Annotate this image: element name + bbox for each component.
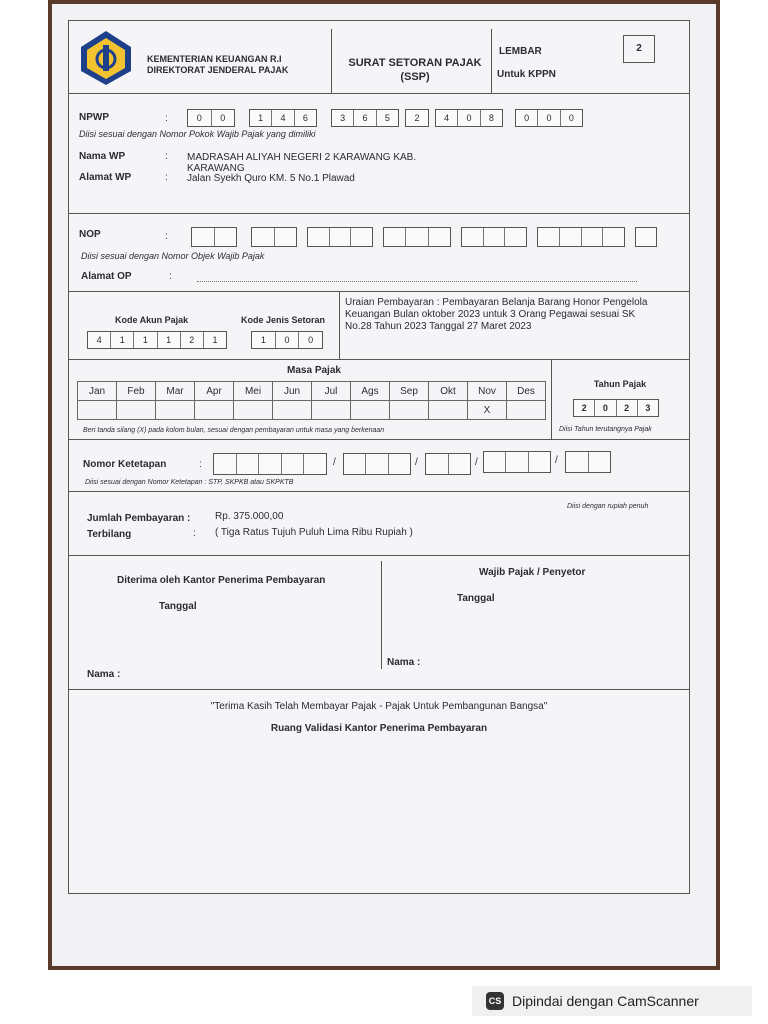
npwp-box-6 — [515, 109, 583, 127]
directorate-line: DIREKTORAT JENDERAL PAJAK — [147, 65, 289, 75]
penyetor-title: Wajib Pajak / Penyetor — [479, 567, 586, 578]
tahun-pajak-label: Tahun Pajak — [593, 379, 647, 389]
kode-akun-digit: 1 — [111, 332, 134, 348]
ketetapan-box — [425, 453, 471, 475]
nop-box — [191, 227, 237, 247]
masa-pajak-label: Masa Pajak — [287, 365, 341, 376]
npwp-digit: 0 — [188, 110, 212, 126]
alamat-wp-value: Jalan Syekh Quro KM. 5 No.1 Plawad — [187, 173, 355, 184]
nop-note: Diisi sesuai dengan Nomor Objek Wajib Pajak — [81, 251, 265, 261]
uraian-pembayaran — [345, 297, 647, 333]
penerima-tanggal: Tanggal — [159, 601, 197, 612]
camscanner-logo-icon: CS — [486, 992, 504, 1010]
month-mark — [351, 401, 390, 420]
ketetapan-box — [213, 453, 327, 475]
month-header: Mar — [156, 382, 195, 401]
month-header: Apr — [195, 382, 234, 401]
pembayaran-section — [69, 491, 689, 556]
month-mark — [156, 401, 195, 420]
nop-label: NOP — [79, 229, 101, 240]
nop-box — [307, 227, 373, 247]
masa-section — [69, 359, 689, 440]
form-title — [339, 56, 491, 84]
divider — [339, 291, 340, 359]
divider — [551, 359, 552, 439]
lembar-number-box — [623, 35, 655, 63]
nop-box — [635, 227, 657, 247]
penyetor-tanggal: Tanggal — [457, 593, 495, 604]
nama-wp-line2: KARAWANG — [187, 163, 245, 174]
month-header: Nov — [468, 382, 507, 401]
tahun-digit: 0 — [595, 400, 616, 416]
colon: : — [193, 528, 196, 539]
untuk-kppn: Untuk KPPN — [497, 69, 556, 80]
month-header: Feb — [117, 382, 156, 401]
divider — [381, 561, 382, 669]
nop-box — [537, 227, 625, 247]
kode-jenis-digit: 1 — [252, 332, 276, 348]
kode-section — [69, 291, 689, 360]
month-header: Jun — [273, 382, 312, 401]
npwp-digit: 4 — [272, 110, 294, 126]
kode-akun-digit: 1 — [158, 332, 181, 348]
lembar-label: LEMBAR — [499, 46, 542, 57]
month-header: Mei — [234, 382, 273, 401]
camscanner-footer — [472, 986, 752, 1016]
lembar-number: 2 — [636, 43, 642, 54]
npwp-digit: 3 — [332, 110, 354, 126]
month-header: Sep — [390, 382, 429, 401]
validasi-label: Ruang Validasi Kantor Penerima Pembayaran — [270, 723, 488, 734]
nama-wp-value — [187, 152, 416, 174]
month-mark — [234, 401, 273, 420]
colon: : — [169, 271, 172, 282]
terbilang-label: Terbilang — [87, 529, 132, 540]
header-section — [69, 21, 689, 94]
colon: : — [165, 172, 168, 183]
slash: / — [415, 457, 418, 468]
month-mark — [390, 401, 429, 420]
masa-pajak-table — [77, 381, 546, 420]
month-header: Jan — [78, 382, 117, 401]
tahun-pajak-box — [573, 399, 659, 417]
penyetor-nama: Nama : — [387, 657, 421, 668]
npwp-note: Diisi sesuai dengan Nomor Pokok Wajib Pajak yang dimiliki — [79, 129, 316, 139]
kode-akun-digit: 1 — [212, 335, 218, 345]
ketetapan-note: Diisi sesuai dengan Nomor Ketetapan : STP, SKPKB atau SKPKTB — [85, 479, 294, 486]
tahun-note: Diisi Tahun terutangnya Pajak — [559, 426, 652, 433]
npwp-box-4 — [405, 109, 429, 127]
nop-box — [251, 227, 297, 247]
colon: : — [165, 231, 168, 242]
camscanner-text: Dipindai dengan CamScanner — [512, 993, 699, 1009]
slash: / — [333, 457, 336, 468]
npwp-digit: 0 — [568, 113, 574, 123]
tax-slogan: "Terima Kasih Telah Membayar Pajak - Pajak Untuk Pembangunan Bangsa" — [210, 701, 548, 712]
ketetapan-box — [483, 451, 551, 473]
kode-akun-digit: 2 — [181, 332, 204, 348]
uraian-line: No.28 Tahun 2023 Tanggal 27 Maret 2023 — [345, 321, 532, 332]
month-mark — [273, 401, 312, 420]
colon: : — [199, 459, 202, 470]
ketetapan-section — [69, 439, 689, 492]
month-header: Ags — [351, 382, 390, 401]
signature-section — [69, 555, 689, 690]
nama-wp-line1: MADRASAH ALIYAH NEGERI 2 KARAWANG KAB. — [187, 152, 417, 163]
uraian-line: Uraian Pembayaran : Pembayaran Belanja Barang Honor Pengelola — [345, 297, 648, 308]
month-mark — [78, 401, 117, 420]
jumlah-value: Rp. 375.000,00 — [215, 511, 284, 522]
month-header: Des — [507, 382, 546, 401]
penerima-title: Diterima oleh Kantor Penerima Pembayaran — [117, 575, 326, 586]
npwp-digit: 8 — [488, 113, 494, 123]
month-header: Jul — [312, 382, 351, 401]
kode-akun-label: Kode Akun Pajak — [115, 315, 189, 325]
month-mark — [429, 401, 468, 420]
tahun-digit: 2 — [574, 400, 595, 416]
tahun-digit: 3 — [645, 403, 651, 413]
nomor-ketetapan-label: Nomor Ketetapan — [83, 459, 167, 470]
ketetapan-box — [565, 451, 611, 473]
divider — [491, 29, 492, 93]
nama-wp-label: Nama WP — [79, 151, 126, 162]
npwp-digit: 4 — [436, 110, 458, 126]
tahun-digit: 2 — [617, 400, 638, 416]
npwp-label: NPWP — [79, 112, 109, 123]
npwp-section — [69, 93, 689, 214]
kode-jenis-digit: 0 — [308, 335, 314, 345]
divider — [331, 29, 332, 93]
alamat-op-line — [197, 281, 637, 282]
jumlah-label: Jumlah Pembayaran : — [87, 513, 191, 524]
nop-box — [383, 227, 451, 247]
npwp-digit: 1 — [250, 110, 272, 126]
kode-akun-box — [87, 331, 227, 349]
npwp-box-3 — [331, 109, 399, 127]
kode-jenis-box — [251, 331, 323, 349]
alamat-op-label: Alamat OP — [81, 271, 132, 282]
alamat-wp-label: Alamat WP — [79, 172, 132, 183]
ministry-logo-icon — [77, 29, 135, 87]
npwp-digit: 6 — [302, 113, 308, 123]
penerima-nama: Nama : — [87, 669, 121, 680]
form-title-text: SURAT SETORAN PAJAK — [348, 57, 482, 69]
uraian-line: Keuangan Bulan oktober 2023 untuk 3 Orang Pegawai sesuai SK — [345, 309, 636, 320]
form-subtitle: (SSP) — [400, 71, 430, 83]
kode-akun-digit: 4 — [88, 332, 111, 348]
ministry-line: KEMENTERIAN KEUANGAN R.I — [147, 54, 282, 64]
npwp-digit: 2 — [414, 113, 420, 123]
month-mark: X — [468, 401, 507, 420]
npwp-digit: 0 — [458, 110, 480, 126]
npwp-box-1 — [187, 109, 235, 127]
kode-jenis-digit: 0 — [276, 332, 300, 348]
month-mark — [195, 401, 234, 420]
nop-box — [461, 227, 527, 247]
masa-note: Beri tanda silang (X) pada kolom bulan, sesuai dengan pembayaran untuk masa yang berkenaan — [83, 427, 385, 434]
colon: : — [165, 151, 168, 162]
kode-jenis-label: Kode Jenis Setoran — [241, 315, 326, 325]
npwp-digit: 6 — [354, 110, 376, 126]
ministry-name — [147, 54, 288, 76]
month-mark — [117, 401, 156, 420]
colon: : — [165, 113, 168, 124]
month-header: Okt — [429, 382, 468, 401]
npwp-digit: 5 — [384, 113, 390, 123]
kode-akun-digit: 1 — [134, 332, 157, 348]
nop-section — [69, 213, 689, 292]
npwp-box-5 — [435, 109, 503, 127]
terbilang-value: ( Tiga Ratus Tujuh Puluh Lima Ribu Rupiah ) — [215, 527, 413, 538]
jumlah-note: Diisi dengan rupiah penuh — [567, 503, 649, 510]
month-mark — [312, 401, 351, 420]
npwp-digit: 0 — [516, 110, 538, 126]
month-mark — [507, 401, 546, 420]
slash: / — [555, 455, 558, 466]
npwp-digit: 0 — [538, 110, 560, 126]
npwp-box-2 — [249, 109, 317, 127]
ssp-form — [68, 20, 690, 894]
slash: / — [475, 457, 478, 468]
ketetapan-box — [343, 453, 411, 475]
npwp-digit: 0 — [220, 113, 226, 123]
